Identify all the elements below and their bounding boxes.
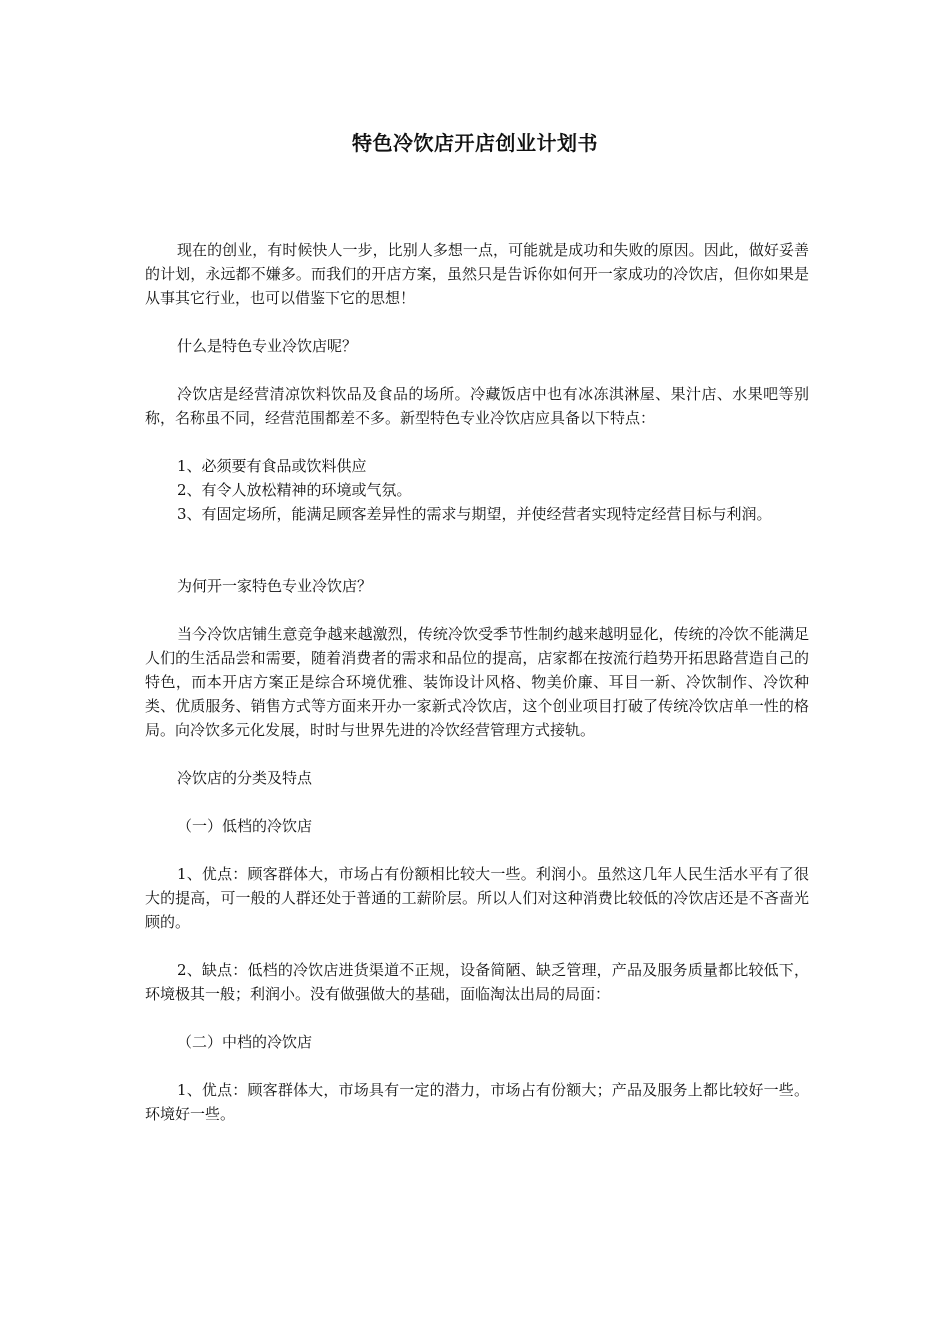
- paragraph-reason: 当今冷饮店铺生意竞争越来越激烈，传统冷饮受季节性制约越来越明显化，传统的冷饮不能满足人们的生活品尝和需要，随着消费者的需求和品位的提高，店家都在按流行趋势开拓思路营造自己的特色，而本开店方案正是综合环境优雅、装饰设计风格、物美价廉、耳目一新、冷饮制作、冷饮种类、优质服务、销售方式等方面来开办一家新式冷饮店，这个创业项目打破了传统冷饮店单一性的格局。向冷饮多元化发展，时时与世界先进的冷饮经营管理方式接轨。: [145, 625, 809, 739]
- paragraph-low-con: 2、缺点：低档的冷饮店进货渠道不正规，设备简陋、缺乏管理，产品及服务质量都比较低下，环境极其一般；利润小。没有做强做大的基础，面临淘汰出局的局面：: [145, 961, 809, 1003]
- feature-item: 1、必须要有食品或饮料供应: [177, 457, 367, 475]
- question-why-open: 为何开一家特色专业冷饮店？: [177, 577, 373, 595]
- document-body: [145, 238, 809, 1126]
- subsection-mid-grade: （二）中档的冷饮店: [177, 1033, 313, 1051]
- subsection-low-grade: （一）低档的冷饮店: [177, 817, 313, 835]
- paragraph-mid-pro: 1、优点：顾客群体大，市场具有一定的潜力，市场占有份额大；产品及服务上都比较好一些。环境好一些。: [145, 1081, 809, 1123]
- paragraph-definition: 冷饮店是经营清凉饮料饮品及食品的场所。冷藏饭店中也有冰冻淇淋屋、果汁店、水果吧等别称，名称虽不同，经营范围都差不多。新型特色专业冷饮店应具备以下特点：: [145, 385, 809, 427]
- feature-item: 2、有令人放松精神的环境或气氛。: [177, 481, 412, 499]
- paragraph-low-pro: 1、优点：顾客群体大，市场占有份额相比较大一些。利润小。虽然这几年人民生活水平有了很大的提高，可一般的人群还处于普通的工薪阶层。所以人们对这种消费比较低的冷饮店还是不吝啬光顾的。: [145, 865, 809, 931]
- question-what-is: 什么是特色专业冷饮店呢？: [177, 337, 358, 355]
- paragraph-intro: 现在的创业，有时候快人一步，比别人多想一点，可能就是成功和失败的原因。因此，做好妥善的计划，永远都不嫌多。而我们的开店方案，虽然只是告诉你如何开一家成功的冷饮店，但你如果是从事其它行业，也可以借鉴下它的思想！: [145, 241, 809, 307]
- document-title: 特色冷饮店开店创业计划书: [352, 131, 598, 155]
- section-classification: 冷饮店的分类及特点: [177, 769, 313, 787]
- feature-item: 3、有固定场所，能满足顾客差异性的需求与期望，并使经营者实现特定经营目标与利润。: [177, 505, 772, 523]
